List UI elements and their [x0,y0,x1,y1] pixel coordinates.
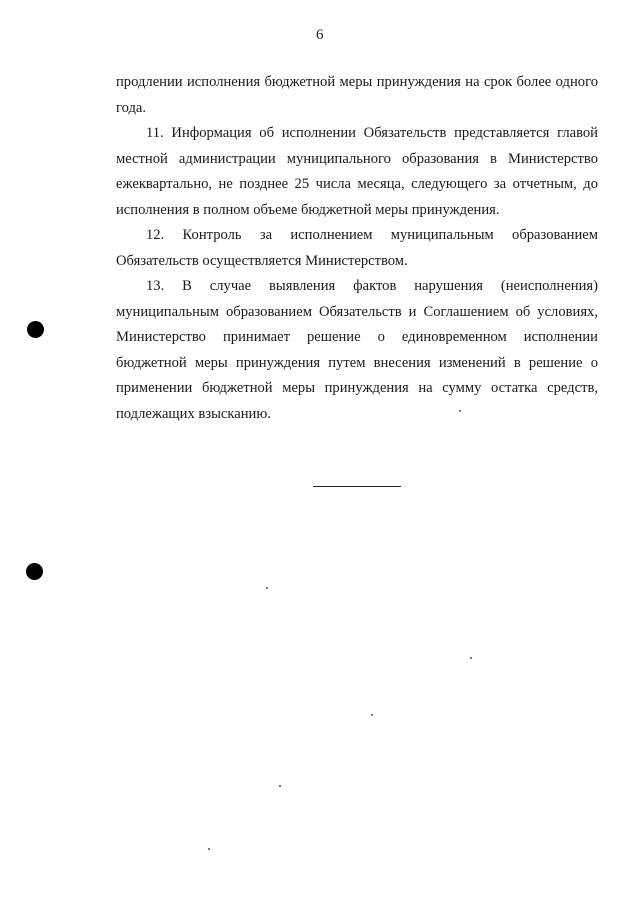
end-separator-line [313,486,401,487]
scan-speck [470,657,472,659]
scan-speck [266,587,268,589]
scan-speck [459,410,461,412]
scan-speck [279,785,281,787]
paragraph-item-12: 12. Контроль за исполнением муниципальным образованием Обязательств осуществляется Министерством. [116,227,598,269]
punch-hole-icon [26,563,43,580]
page-number: 6 [316,27,324,43]
punch-hole-icon [27,321,44,338]
paragraph-item-13: 13. В случае выявления фактов нарушения (неисполнения) муниципальным образованием Обязательств и Соглашением об условиях, Министерство принимает решение о единовременном исполнении бюджетной меры принуждения путем внесения изменений в решение о применении бюджетной меры принуждения на сумму остатка средств, подлежащих взысканию. [116,278,598,422]
scan-speck [371,714,373,716]
scan-speck [208,848,210,850]
document-body [116,70,598,427]
paragraph-item-11: 11. Информация об исполнении Обязательств представляется главой местной администрации муниципального образования в Министерство ежеквартально, не позднее 25 числа месяца, следующего за отчетным, до исполнения в полном объеме бюджетной меры принуждения. [116,125,598,218]
paragraph-continuation: продлении исполнения бюджетной меры принуждения на срок более одного года. [116,74,598,116]
